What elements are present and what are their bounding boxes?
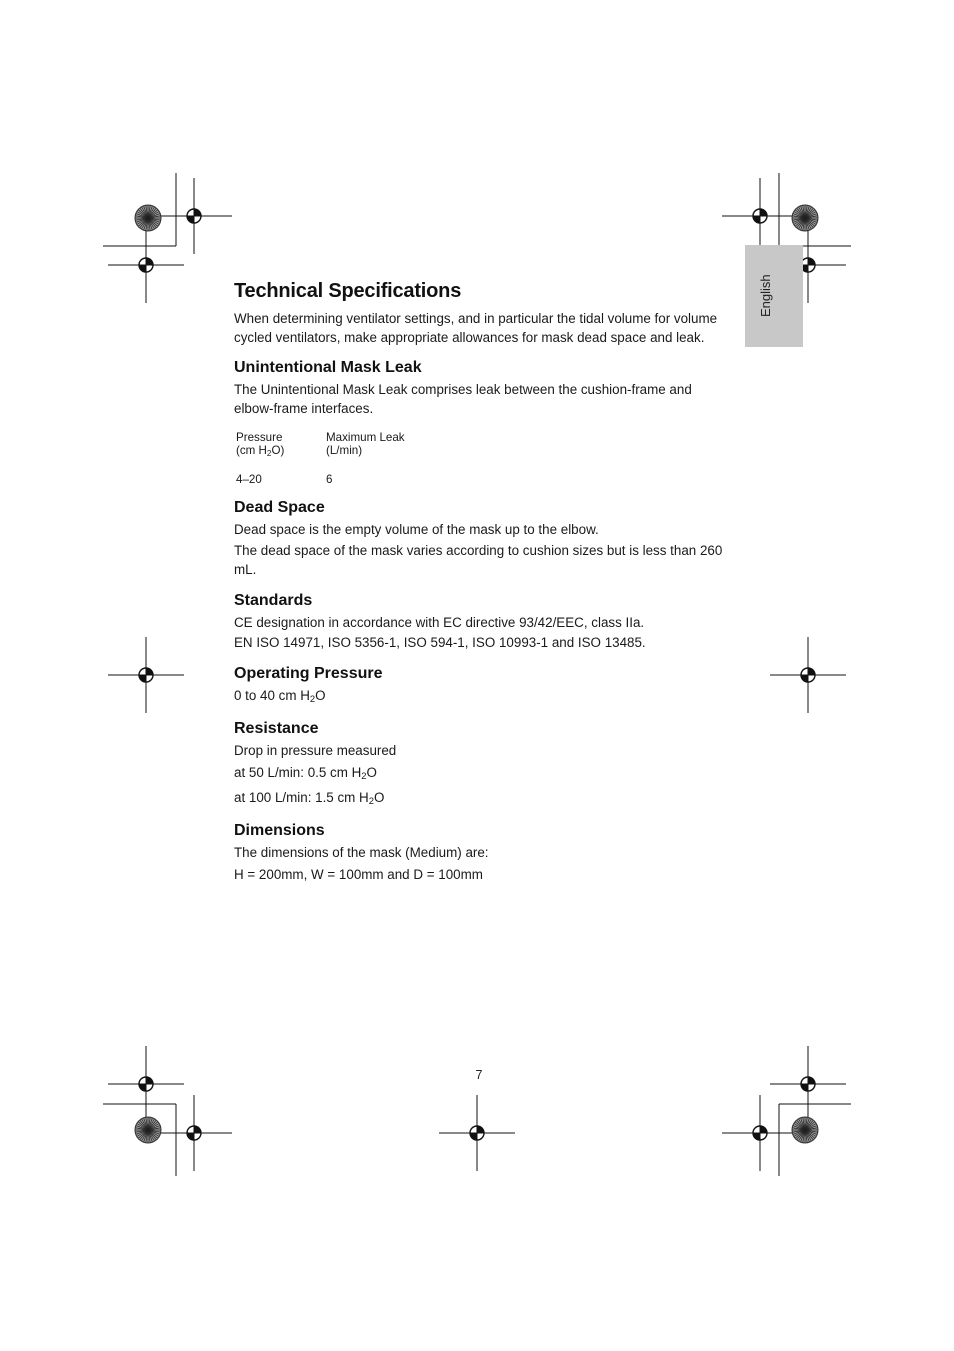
table-row — [236, 474, 405, 487]
registration-mark — [108, 1046, 184, 1122]
resistance-line3: at 100 L/min: 1.5 cm $H_2O$ — [234, 789, 385, 806]
language-tab-label: English — [758, 274, 773, 317]
star-target — [792, 1117, 818, 1143]
registration-mark — [722, 1095, 798, 1171]
registration-mark — [439, 1095, 515, 1171]
star-target — [135, 205, 161, 231]
dimensions-heading: Dimensions — [234, 822, 325, 840]
content — [234, 280, 734, 887]
leak-heading: Unintentional Mask Leak — [234, 359, 422, 377]
dead-space-heading: Dead Space — [234, 498, 325, 516]
dimensions-line2: H = 200mm, W = 100mm and D = 100mm — [234, 866, 483, 882]
registration-mark — [108, 637, 184, 713]
leak-table — [236, 432, 405, 487]
operating-pressure-value: 0 to 40 cm $H_2O$ — [234, 687, 326, 704]
page-number: 7 — [475, 1068, 483, 1082]
language-tab — [745, 245, 803, 347]
registration-mark — [770, 1046, 846, 1122]
intro-text: When determining ventilator settings, and in particular the tidal volume for volume cycled ventilators, make appropriate allowances for mask dead space and leak. — [234, 311, 718, 345]
operating-pressure-heading: Operating Pressure — [234, 664, 383, 682]
dimensions-line1: The dimensions of the mask (Medium) are: — [234, 845, 489, 861]
page-title: Technical Specifications — [234, 280, 462, 302]
resistance-line2: at 50 L/min: 0.5 cm $H_2O$ — [234, 765, 377, 782]
resistance-heading: Resistance — [234, 720, 319, 738]
registration-mark — [156, 178, 232, 254]
standards-heading: Standards — [234, 591, 313, 609]
leak-max-value: 6 — [326, 473, 333, 487]
resistance-line1: Drop in pressure measured — [234, 743, 397, 759]
registration-mark — [156, 1095, 232, 1171]
leak-col-pressure-header: Pressure (cm $H_2O$) — [236, 431, 285, 458]
dead-space-line2: The dead space of the mask varies according to cushion sizes but is less than 260 mL. — [234, 543, 723, 578]
star-target — [135, 1117, 161, 1143]
standards-line2: EN ISO 14971, ISO 5356-1, ISO 594-1, ISO 10993-1 and ISO 13485. — [234, 635, 646, 651]
leak-col-max-header: Maximum Leak (L/min) — [326, 431, 405, 457]
leak-table-header — [236, 432, 405, 460]
registration-mark — [770, 637, 846, 713]
leak-text: The Unintentional Mask Leak comprises leak between the cushion-frame and elbow-frame interfaces. — [234, 382, 692, 416]
registration-mark — [108, 227, 184, 303]
leak-pressure-value: 4–20 — [236, 473, 262, 487]
dead-space-line1: Dead space is the empty volume of the mask up to the elbow. — [234, 521, 599, 537]
standards-line1: CE designation in accordance with EC directive 93/42/EEC, class IIa. — [234, 614, 645, 630]
star-target — [792, 205, 818, 231]
